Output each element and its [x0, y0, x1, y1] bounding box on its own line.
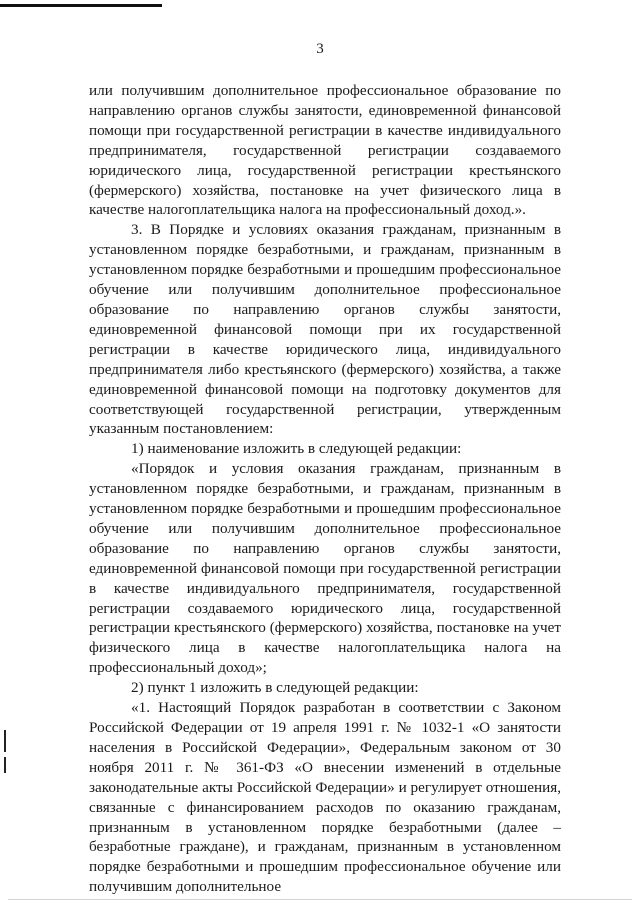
paragraph-new-title: «Порядок и условия оказания гражданам, признанным в установленном порядке безработными, и гражданам, признанным в установленном порядке безработными и прошедшим профессиональное обучение или получившим дополнительное профессиональное образование по направлению органов службы занятости, единовременной финансовой помощи при государственной регистрации в качестве индивидуального предпринимателя, государственной регистрации создаваемого юридического лица, государственной регистрации крестьянского (фермерского) хозяйства, постановке на учет физического лица в качестве налогоплательщика налога на профессиональный доход»; — [89, 460, 561, 677]
page-number: 3 — [316, 41, 324, 57]
paragraph-item-3: 3. В Порядке и условиях оказания гражданам, признанным в установленном порядке безработными, и гражданам, признанным в установленном порядке безработными и прошедшим профессиональное обучение или получившим дополнительное профессиональное образование по направлению органов службы занятости, единовременной финансовой помощи при их государственной регистрации в качестве юридического лица, индивидуального предпринимателя либо крестьянского (фермерского) хозяйства, а также единовременной финансовой помощи на подготовку документов для соответствующей государственной регистрации, утвержденным указанным постановлением: — [89, 221, 561, 438]
bottom-edge-line — [8, 899, 632, 900]
document-body — [89, 81, 561, 897]
top-edge-rule — [0, 4, 162, 7]
margin-mark — [4, 757, 6, 773]
paragraph-subitem-2: 2) пункт 1 изложить в следующей редакции: — [131, 679, 419, 697]
paragraph-continuation: или получившим дополнительное профессиональное образование по направлению органов службы занятости, единовременной финансовой помощи при государственной регистрации в качестве индивидуального предпринимателя, государственной регистрации создаваемого юридического лица, государственной регистрации крестьянского (фермерского) хозяйства, постановке на учет физического лица в качестве налогоплательщика налога на профессиональный доход.». — [89, 82, 561, 219]
paragraph-point-1: «1. Настоящий Порядок разработан в соответствии с Законом Российской Федерации от 19 апреля 1991 г. № 1032-1 «О занятости населения в Российской Федерации», Федеральным законом от 30 ноября 2011 г. № 361-ФЗ «О внесении изменений в отдельные законодательные акты Российской Федерации» и регулирует отношения, связанные с финансированием расходов по оказанию гражданам, признанным в установленном порядке безработными (далее – безработные граждане), и гражданам, признанным в установленном порядке безработными и прошедшим профессиональное обучение или получившим дополнительное — [89, 699, 561, 896]
margin-mark — [4, 730, 6, 752]
paragraph-subitem-1: 1) наименование изложить в следующей редакции: — [131, 440, 462, 458]
